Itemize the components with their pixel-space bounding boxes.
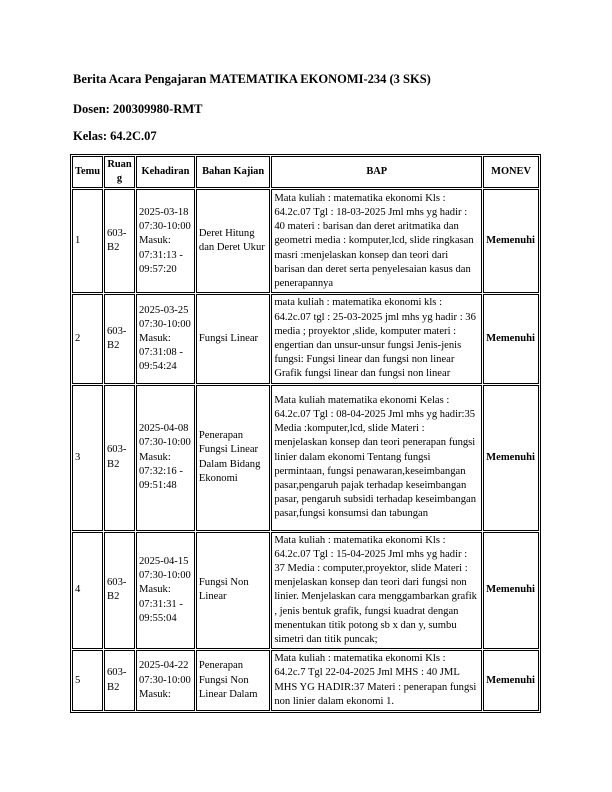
cell-monev: Memenuhi bbox=[483, 650, 539, 711]
cell-bap: mata kuliah : matematika ekonomi kls : 64.2c.07 tgl : 25-03-2025 jml mhs yg hadir : 36 media ; proyektor ,slide, komputer materi : engertian dan unsur-unsur fungsi Jenis-jenis fungsi: Fungsi linear dan fungsi non linear Grafik fungsi linear dan fungsi non linear bbox=[271, 294, 482, 383]
cell-bap: Mata kuliah matematika ekonomi Kelas : 64.2c.07 Tgl : 08-04-2025 Jml mhs yg hadir:35 Media :komputer,lcd, slide Materi : menjelaskan konsep dan teori penerapan fungsi linier dalam ekonomi Tentang fungsi permintaan, fungsi penawaran,keseimbangan pasar,pengaruh pajak terhadap keseimbangan pasar, pengaruh subsidi terhadap keseimbangan pasar,fungsi konsumsi dan tabungan bbox=[271, 385, 482, 531]
class-line: Kelas: 64.2C.07 bbox=[73, 129, 157, 143]
table-row bbox=[72, 189, 539, 293]
table-row bbox=[72, 650, 539, 711]
column-header-ruang: Ruang bbox=[104, 156, 135, 188]
cell-ruang: 603-B2 bbox=[104, 294, 135, 383]
cell-kehadiran: 2025-04-15 07:30-10:00 Masuk: 07:31:31 - 09:55:04 bbox=[136, 532, 195, 650]
teaching-record-table bbox=[70, 154, 541, 713]
cell-temu: 1 bbox=[72, 189, 103, 293]
cell-kehadiran: 2025-03-18 07:30-10:00 Masuk: 07:31:13 - 09:57:20 bbox=[136, 189, 195, 293]
cell-bahan-kajian: Fungsi Non Linear bbox=[196, 532, 270, 650]
cell-kehadiran: 2025-03-25 07:30-10:00 Masuk: 07:31:08 - 09:54:24 bbox=[136, 294, 195, 383]
table-row bbox=[72, 532, 539, 650]
column-header-kehadiran: Kehadiran bbox=[136, 156, 195, 188]
lecturer-line: Dosen: 200309980-RMT bbox=[73, 102, 203, 116]
cell-ruang: 603-B2 bbox=[104, 189, 135, 293]
table-row bbox=[72, 385, 539, 531]
cell-temu: 5 bbox=[72, 650, 103, 711]
column-header-temu: Temu bbox=[72, 156, 103, 188]
cell-bap: Mata kuliah : matematika ekonomi Kls : 64.2c.7 Tgl 22-04-2025 Jml MHS : 40 JML MHS YG HADIR:37 Materi : penerapan fungsi non linier dalam ekonomi 1. bbox=[271, 650, 482, 711]
cell-ruang: 603-B2 bbox=[104, 385, 135, 531]
cell-bahan-kajian: Fungsi Linear bbox=[196, 294, 270, 383]
cell-bap: Mata kuliah : matematika ekonomi Kls : 64.2c.07 Tgl : 15-04-2025 Jml mhs yg hadir : 37 Media : computer,proyektor, slide Materi : menjelaskan konsep dan teori dari fungsi non linier. Menjelaskan cara menggambarkan grafik , jenis bentuk grafik, fungsi kuadrat dengan menentukan titik potong sb x dan y, sumbu simetri dan titik puncak; bbox=[271, 532, 482, 650]
cell-kehadiran: 2025-04-08 07:30-10:00 Masuk: 07:32:16 - 09:51:48 bbox=[136, 385, 195, 531]
cell-ruang: 603-B2 bbox=[104, 650, 135, 711]
table-header-row bbox=[72, 156, 539, 188]
column-header-bap: BAP bbox=[271, 156, 482, 188]
cell-monev: Memenuhi bbox=[483, 532, 539, 650]
table-row bbox=[72, 294, 539, 383]
cell-temu: 4 bbox=[72, 532, 103, 650]
column-header-monev: MONEV bbox=[483, 156, 539, 188]
cell-bahan-kajian: Deret Hitung dan Deret Ukur bbox=[196, 189, 270, 293]
cell-bahan-kajian: Penerapan Fungsi Non Linear Dalam bbox=[196, 650, 270, 711]
cell-bahan-kajian: Penerapan Fungsi Linear Dalam Bidang Ekonomi bbox=[196, 385, 270, 531]
cell-monev: Memenuhi bbox=[483, 385, 539, 531]
cell-temu: 3 bbox=[72, 385, 103, 531]
cell-bap: Mata kuliah : matematika ekonomi Kls : 64.2c.07 Tgl : 18-03-2025 Jml mhs yg hadir : 40 materi : barisan dan deret aritmatika dan geometri media : komputer,lcd, slide ringkasan masri :menjelaskan konsep dan teori dari barisan dan deret serta penyelesaian kasus dan penerapannya bbox=[271, 189, 482, 293]
cell-ruang: 603-B2 bbox=[104, 532, 135, 650]
cell-kehadiran: 2025-04-22 07:30-10:00 Masuk: bbox=[136, 650, 195, 711]
document-title: Berita Acara Pengajaran MATEMATIKA EKONOMI-234 (3 SKS) bbox=[73, 72, 431, 86]
cell-monev: Memenuhi bbox=[483, 294, 539, 383]
cell-temu: 2 bbox=[72, 294, 103, 383]
column-header-bahan-kajian: Bahan Kajian bbox=[196, 156, 270, 188]
cell-monev: Memenuhi bbox=[483, 189, 539, 293]
